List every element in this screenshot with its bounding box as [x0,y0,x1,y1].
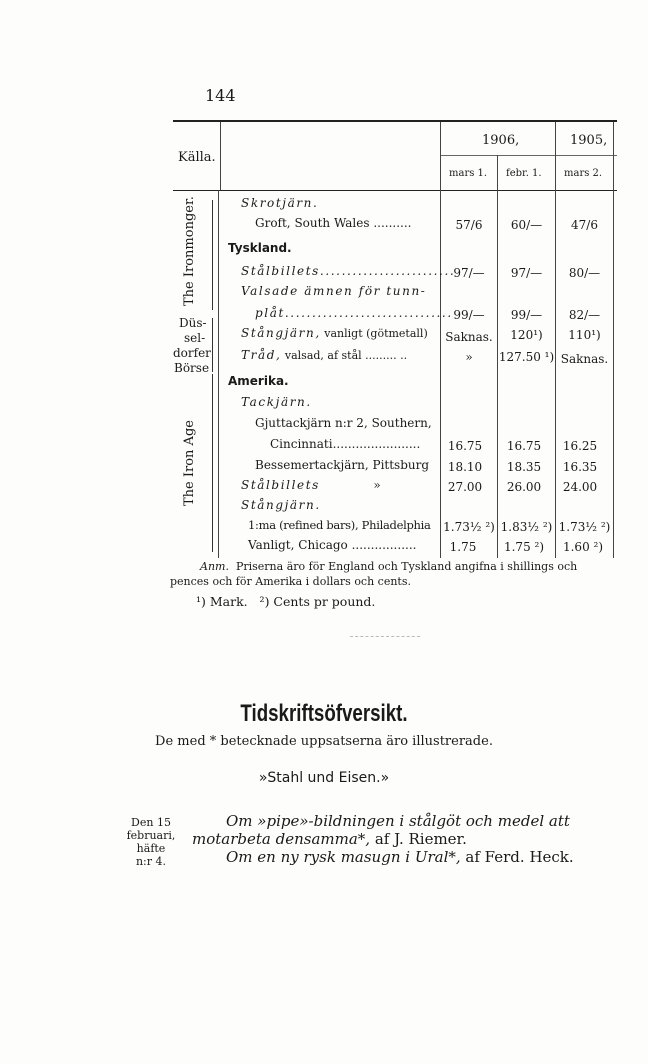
article-1-line-2 [192,830,467,848]
header-bottom-rule [173,190,617,191]
source-col-divider-top [220,122,221,190]
row-label-plat: plåt............................... [255,306,453,320]
value-plat-mars1: 99/— [453,308,485,322]
page-number: 144 [205,86,236,105]
article-1-author: af J. Riemer. [370,830,467,848]
col-divider-4 [613,122,614,558]
value-stalbillets-us-mars1: 27.00 [447,480,483,494]
source-dusseldorf-4: Börse [174,361,210,375]
row-label-skrotjarn: Skrotjärn. [241,196,319,210]
row-label-amerika: Amerika. [228,374,289,388]
note-anm-text-1: Priserna äro för England och Tyskland angifna i shillings och [235,560,578,573]
article-2-author: af Ferd. Heck. [460,848,574,866]
source-col-divider [218,190,219,558]
row-label-stalbillets-us-italic: Stålbillets [241,478,320,492]
row-label-stangjarn-de-rest: vanligt (götmetall) [320,327,428,340]
value-stalbillets-de-febr1: 97/— [510,266,543,280]
article-1-line-1: Om »pipe»-bildningen i stålgöt och medel att [226,812,570,830]
journal-name: »Stahl und Eisen.» [258,770,390,786]
table-top-rule [173,120,617,122]
separator [350,636,420,638]
issue-line-3: häfte [136,842,166,855]
row-label-valsade: Valsade ämnen för tunn- [241,284,427,298]
row-label-trad [241,348,407,362]
source-ironmonger: The Ironmonger. [182,196,197,306]
row-label-gjuttackjarn: Gjuttackjärn n:r 2, Southern, [255,416,432,430]
header-mid-rule [440,155,617,156]
value-groft-mars2: 47/6 [571,218,598,232]
value-bessemer-mars2: 16.35 [562,460,598,474]
value-cincinnati-mars2: 16.25 [562,439,598,453]
source-dusseldorf-1: Düs- [179,316,207,330]
value-stangjarn-de-mars2: 110¹) [568,328,601,342]
value-chicago-mars1: 1.75 [449,540,477,554]
value-refined-mars1: 1.73½ ²) [443,520,495,534]
issue-info [120,816,182,868]
value-refined-febr1: 1.83½ ²) [500,520,553,534]
header-febr-1: febr. 1. [506,168,542,179]
value-bessemer-febr1: 18.35 [506,460,542,474]
value-groft-mars1: 57/6 [455,218,483,232]
row-label-tackjarn: Tackjärn. [241,395,312,409]
header-mars-1: mars 1. [449,168,488,179]
value-chicago-mars2: 1.60 ²) [562,540,604,554]
article-2 [226,848,574,866]
value-stalbillets-us-febr1: 26.00 [506,480,542,494]
source-dusseldorf-2: sel- [184,331,206,345]
row-label-refined-bars: 1:ma (refined bars), Philadelphia [248,518,431,532]
value-stalbillets-us-mars2: 24.00 [562,480,598,494]
row-label-stangjarn-de [241,326,428,340]
row-label-chicago: Vanligt, Chicago ................. [248,538,417,552]
value-plat-febr1: 99/— [510,308,543,322]
value-trad-febr1: 127.50 ¹) [498,350,555,364]
section-title: Tidskriftsöfversikt. [240,700,408,727]
row-label-trad-italic: Tråd, [241,348,282,362]
value-plat-mars2: 82/— [568,308,601,322]
row-label-stalbillets-de: Stålbillets......................... [241,264,456,278]
note-anm-label: Anm. [200,560,229,573]
header-year-1906: 1906, [482,133,520,148]
source-iron-age: The Iron Age [182,420,197,506]
row-label-stalbillets-us [241,478,381,492]
row-label-trad-rest: valsad, af stål ......... .. [281,349,408,362]
value-trad-mars2: Saknas. [560,352,609,366]
header-year-1905: 1905, [570,133,608,148]
note-line-1 [200,560,577,573]
row-label-stalbillets-us-ditto: » [319,478,381,492]
header-source: Källa. [178,150,216,165]
issue-line-1: Den 15 [131,816,171,829]
value-cincinnati-mars1: 16.75 [447,439,483,453]
row-label-stangjarn-us: Stångjärn. [241,498,321,512]
row-label-groft: Groft, South Wales .......... [255,216,412,230]
row-label-stangjarn-de-italic: Stångjärn, [241,326,321,340]
article-2-title: Om en ny rysk masugn i Ural*, [226,848,461,866]
value-trad-mars1: » [465,350,473,364]
issue-line-4: n:r 4. [135,855,167,868]
value-refined-mars2: 1.73½ ²) [558,520,611,534]
note-anm-text-2: pences och för Amerika i dollars och cents. [170,575,411,588]
row-label-tyskland: Tyskland. [228,241,292,255]
value-chicago-febr1: 1.75 ²) [503,540,545,554]
brace-ironmonger [212,200,213,310]
value-cincinnati-febr1: 16.75 [506,439,542,453]
value-stangjarn-de-febr1: 120¹) [510,328,543,342]
value-stalbillets-de-mars2: 80/— [568,266,601,280]
value-stalbillets-de-mars1: 97/— [453,266,485,280]
row-label-cincinnati: Cincinnati....................... [270,437,421,451]
value-groft-febr1: 60/— [510,218,543,232]
article-1-title-end: motarbeta densamma*, [192,830,371,848]
issue-line-2: februari, [126,829,176,842]
footnote: ¹) Mark. ²) Cents pr pound. [196,594,376,609]
row-label-bessemer: Bessemertackjärn, Pittsburg [255,458,430,472]
section-subtitle: De med * betecknade uppsatserna äro illustrerade. [155,734,493,749]
value-bessemer-mars1: 18.10 [447,460,483,474]
source-dusseldorf-3: dorfer [173,346,211,360]
brace-iron-age [212,374,213,552]
value-stangjarn-de-mars1: Saknas. [445,330,493,344]
header-mars-2: mars 2. [564,168,603,179]
brace-dusseldorf [212,318,213,372]
